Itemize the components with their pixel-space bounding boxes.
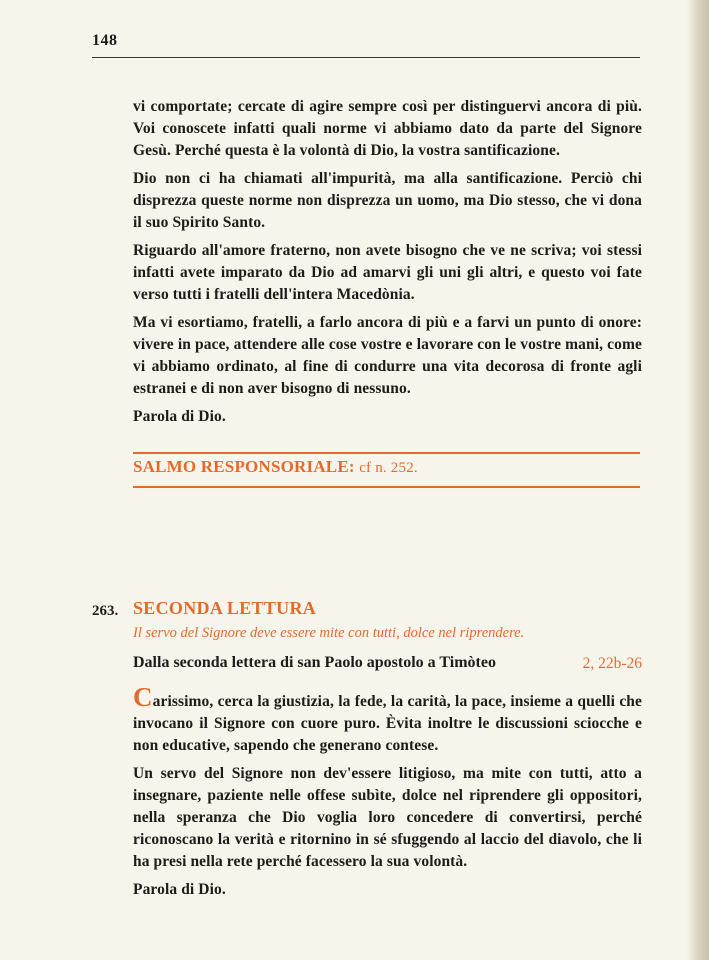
- second-reading-text: [133, 682, 642, 907]
- reading-subtitle: Il servo del Signore deve essere mite con tutti, dolce nel riprendere.: [133, 625, 525, 641]
- drop-cap: C: [133, 682, 153, 712]
- closing-formula: Parola di Dio.: [133, 881, 226, 898]
- first-reading-text: [133, 96, 642, 434]
- salmo-bottom-rule: [133, 486, 640, 488]
- header-rule: [92, 57, 640, 58]
- paragraph: vi comportate; cercate di agire sempre così per distinguervi ancora di più. Voi conoscete infatti quali norme vi abbiamo dato da parte del Signore Gesù. Perché questa è la volontà di Dio, la vostra santificazione.: [133, 98, 642, 159]
- paragraph: Riguardo all'amore fraterno, non avete bisogno che ve ne scriva; voi stessi infatti avete imparato da Dio ad amarvi gli uni gli altri, e questo voi fate verso tutti i fratelli dell'intera Macedònia.: [133, 242, 642, 303]
- salmo-label: SALMO RESPONSORIALE:: [133, 457, 355, 476]
- salmo-heading: [133, 457, 418, 477]
- paragraph-text: arissimo, cerca la giustizia, la fede, la carità, la pace, insieme a quelli che invocano il Signore con cuore puro. Èvita inoltre le discussioni sciocche e non educative, sapendo che generano contese.: [133, 693, 642, 754]
- source-reference: 2, 22b-26: [582, 655, 642, 672]
- reading-title: SECONDA LETTURA: [133, 598, 317, 618]
- page-edge-shadow: [687, 0, 709, 960]
- salmo-top-rule: [133, 452, 640, 454]
- paragraph: Ma vi esortiamo, fratelli, a farlo ancora di più e a farvi un punto di onore: vivere in pace, attendere alle cose vostre e lavorare con le vostre mani, come vi abbiamo ordinato, al fine di condurre una vita decorosa di fronte agli estranei e di non aver bisogno di nessuno.: [133, 314, 642, 397]
- paragraph-with-dropcap: [133, 682, 642, 757]
- salmo-reference: cf n. 252.: [359, 460, 418, 476]
- paragraph: Dio non ci ha chiamati all'impurità, ma alla santificazione. Perciò chi disprezza queste norme non disprezza un uomo, ma Dio stesso, che vi dona il suo Spirito Santo.: [133, 170, 642, 231]
- page-number: 148: [92, 32, 118, 49]
- closing-formula: Parola di Dio.: [133, 408, 226, 425]
- source-text: Dalla seconda lettera di san Paolo apostolo a Timòteo: [133, 654, 496, 671]
- reading-source: [133, 654, 642, 672]
- paragraph: Un servo del Signore non dev'essere litigioso, ma mite con tutti, atto a insegnare, paziente nelle offese subìte, dolce nel riprendere gli oppositori, nella speranza che Dio voglia loro concedere di convertirsi, perché riconoscano la verità e ritornino in sé sfuggendo al laccio del diavolo, che li ha presi nella rete perché facessero la sua volontà.: [133, 765, 642, 870]
- reading-number: 263.: [92, 603, 119, 619]
